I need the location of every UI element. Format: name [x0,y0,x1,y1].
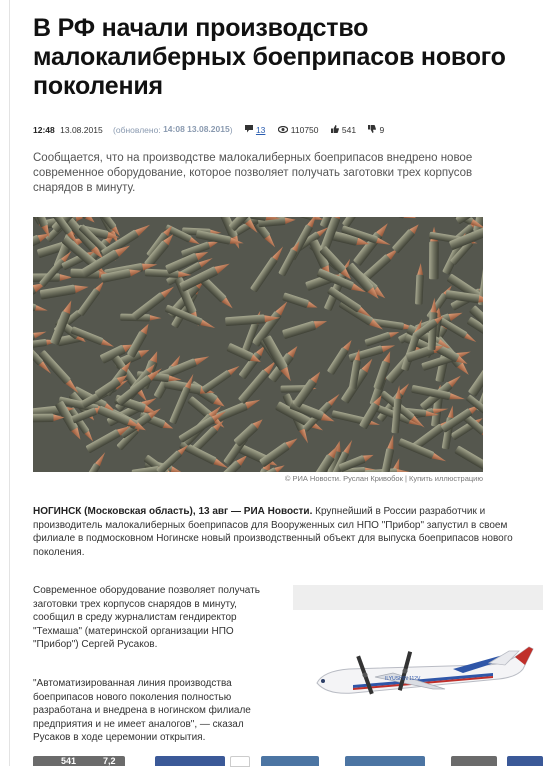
share-button-last[interactable] [507,756,543,766]
comments-stat[interactable] [245,124,265,135]
article-title: В РФ начали производство малокалиберных боеприпасов нового поколения [33,14,506,100]
left-divider [9,0,10,766]
paragraph-2: Современное оборудование позволяет получать заготовки трех корпусов снарядов в минуту, сообщил в среду журналистам гендиректор "Техмаша" (материнской организации НПО "Прибор") Сергей Русаков. [33,585,260,650]
aircraft-livery-text: ILYUSHIN 112V [385,676,421,682]
dislikes-stat[interactable] [368,124,384,135]
share-button-vk[interactable] [345,756,425,766]
dislikes-count: 9 [379,125,385,136]
publish-date: 13.08.2015 [60,124,103,135]
photo-caption[interactable]: © РИА Новости. Руслан Кривобок | Купить иллюстрацию [284,474,483,483]
ammunition-pile-image [33,217,483,472]
eye-icon [278,125,288,135]
likes-stat[interactable] [331,124,356,135]
views-count: 110750 [290,125,319,136]
share-button-facebook[interactable] [155,756,225,766]
share-button-other[interactable] [451,756,497,766]
article-photo[interactable] [33,217,483,472]
publish-time: 12:48 [33,124,55,135]
aircraft-image [293,585,543,766]
dateline: НОГИНСК (Московская область), 13 авг — РИА Новости. [33,506,313,517]
paragraph-1 [33,505,518,559]
share-button-counter[interactable] [230,756,250,767]
updated-info [113,124,233,135]
updated-suffix: ) [229,125,233,136]
share-count-primary: 541 [61,756,77,766]
views-stat [278,124,319,135]
updated-time: 14:08 13.08.2015 [163,124,230,135]
comments-count[interactable]: 13 [255,125,266,136]
thumbs-down-icon[interactable] [368,125,376,135]
share-count-secondary: 7,2 [103,756,116,766]
paragraph-3: "Автоматизированная линия производства боеприпасов нового поколения полностью разработана и внедрена в ногинском филиале предприятия и не имеет аналогов", — сказал Русаков в ходе церемонии открытия. [33,678,251,743]
comment-icon [245,125,253,135]
article-lead: Сообщается, что на производстве малокалиберных боеприпасов внедрено новое современное оборудование, которое позволяет получать заготовки трех корпусов снарядов в минуту. [33,152,473,194]
paragraph-1-text: Крупнейший в России разработчик и производитель малокалиберных боеприпасов для Вооруженных сил НПО "Прибор" запустил в своем филиале в подмосковном Ногинске новый производственный объект для выпуска боеприпасов нового поколения. [33,506,513,558]
side-image-aircraft[interactable] [293,585,543,766]
share-bar [33,756,543,766]
share-button-primary[interactable] [33,756,125,766]
likes-count: 541 [341,125,357,136]
updated-prefix: (обновлено: [113,125,161,136]
article-meta [33,124,384,138]
thumbs-up-icon[interactable] [331,125,339,135]
share-button-twitter[interactable] [261,756,319,766]
